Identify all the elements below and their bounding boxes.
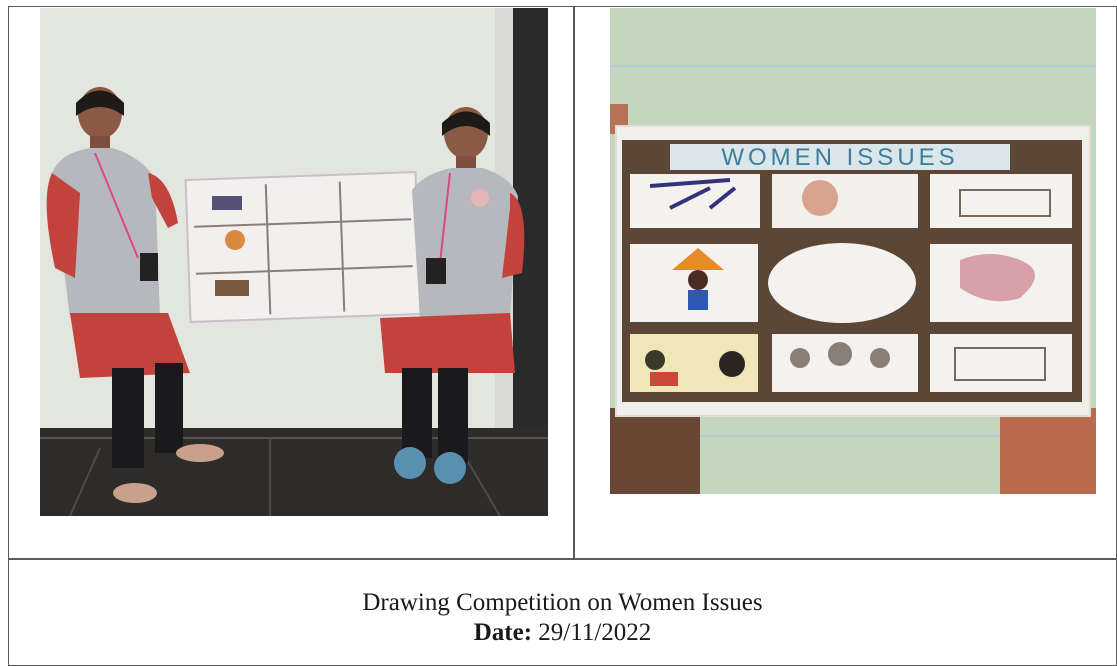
caption-date <box>8 618 1117 648</box>
caption-date-label: Date: <box>473 619 533 646</box>
table-divider-horizontal <box>8 558 1117 560</box>
caption-title: Drawing Competition on Women Issues <box>362 589 763 616</box>
caption <box>8 588 1117 648</box>
table-divider-vertical <box>573 6 575 559</box>
poster-held <box>186 172 421 322</box>
poster-heading: WOMEN ISSUES <box>721 144 959 171</box>
photo-students-with-poster <box>40 8 548 516</box>
caption-date-value: 29/11/2022 <box>538 619 652 646</box>
photo-poster-closeup <box>610 8 1096 494</box>
